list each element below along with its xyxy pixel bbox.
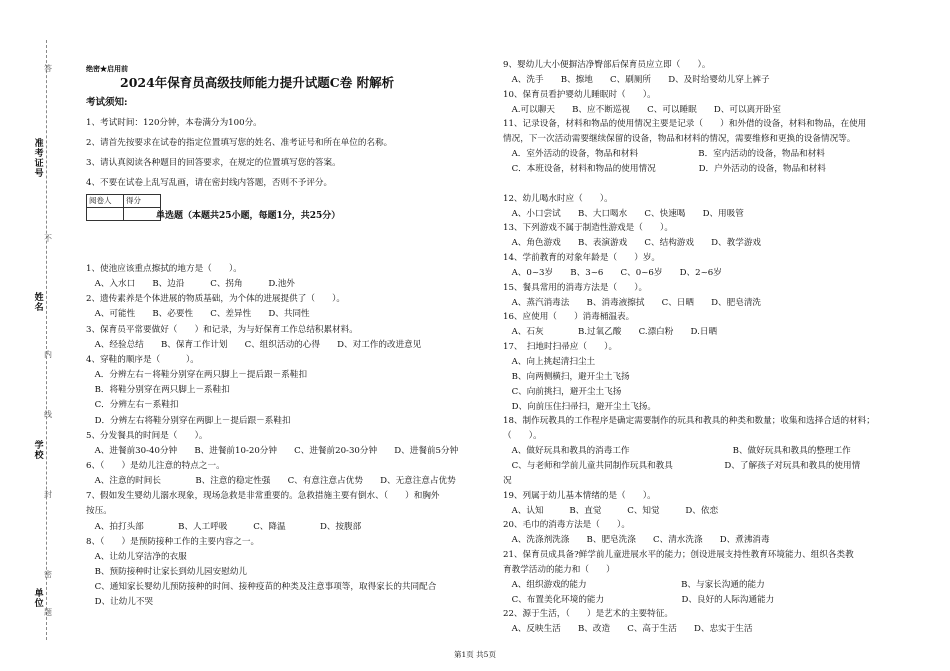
- question-line: 1、使池应该重点擦拭的地方是（ ）。: [86, 264, 242, 274]
- reviewer-blank: [87, 208, 124, 221]
- notice-item: 1、考试时间：120分钟，本卷满分为100分。: [86, 118, 262, 128]
- question-line: A、经验总结 B、保育工作计划 C、组织活动的心得 D、对工作的改进意见: [86, 339, 422, 350]
- question-line: A、做好玩具和教具的消毒工作 B、做好玩具和教具的整理工作: [503, 446, 851, 457]
- label-school: 学校: [32, 440, 43, 460]
- question-line: A．分辨左右－将鞋分别穿在两只脚上－提后跟－系鞋扣: [86, 370, 308, 381]
- notice-item: 2、请首先按要求在试卷的指定位置填写您的姓名、准考证号和所在单位的名称。: [86, 138, 393, 148]
- question-line: C、向前挑扫，避开尘土飞扬: [503, 386, 622, 397]
- notice-heading: 考试须知:: [86, 97, 128, 108]
- question-line: B、预防接种时让家长到幼儿园安慰幼儿: [86, 567, 248, 577]
- question-line: C、与老师和学前儿童共同制作玩具和教具 D、了解孩子对玩具和教具的使用情: [503, 460, 861, 471]
- question-line: 12、幼儿喝水时应（ ）。: [503, 193, 613, 204]
- question-line: 8、（ ）是预防接种工作的主要内容之一。: [86, 536, 260, 547]
- label-unit: 单位: [32, 588, 43, 608]
- question-line: B、向两侧横扫，避开尘土飞扬: [503, 371, 630, 382]
- question-line: C．分辨左右－系鞋扣: [86, 400, 179, 411]
- question-line: A、拍打头部 B、人工呼吸 C、降温 D、按腹部: [86, 521, 362, 532]
- question-line: D、让幼儿不哭: [86, 597, 154, 608]
- score-cell: 得分: [124, 195, 161, 208]
- question-line: 10、保育员看护婴幼儿睡眠时（ ）。: [503, 89, 656, 100]
- question-line: 11、记录设备，材料和物品的使用情况主要是记录（ ）和外借的设备，材料和物品，在使用: [503, 119, 867, 130]
- question-line: C、通知家长婴幼儿预防接种的时间、接种疫苗的种类及注意事项等，取得家长的共同配合: [86, 582, 437, 593]
- question-line: （ ）。: [503, 431, 542, 442]
- seal-mark-feng: 封: [44, 490, 52, 499]
- question-line: A、入水口 B、边沿 C、拐角 D.池外: [86, 279, 295, 290]
- question-line: 6、（ ）是幼儿注意的特点之一。: [86, 460, 225, 471]
- question-line: 况: [503, 475, 512, 486]
- section-title: 单选题（本题共25小题，每题1分，共25分）: [156, 211, 341, 221]
- question-line: C、布置美化环境的能力 D、良好的人际沟通能力: [503, 594, 775, 605]
- question-line: 育教学活动的能力和（ ）: [503, 564, 615, 575]
- question-line: A、蒸汽消毒法 B、消毒液擦拭 C、日晒 D、肥皂清洗: [503, 297, 762, 308]
- page-title: 2024年保育员高级技师能力提升试题C卷 附解析: [120, 75, 395, 90]
- question-line: 情况，下一次活动需要继续保留的设备，物品和材料的情况，需要维修和更换的设备情况等。: [503, 134, 856, 145]
- question-line: 9、婴幼儿大小便摒洁净臀部后保育员应立即（ ）。: [503, 60, 711, 70]
- question-line: 20、毛巾的消毒方法是（ ）。: [503, 520, 630, 531]
- question-line: 16、应使用（ ）消毒桶温表。: [503, 312, 635, 323]
- seal-mark-ti: 题: [44, 608, 52, 617]
- question-line: 21、保育员成具备?鲜学前儿童进展水平的能力；创设进展支持性教育环境能力、组织各类教: [503, 550, 854, 561]
- seal-mark-da: 答: [44, 64, 52, 73]
- question-line: A、反映生活 B、改造 C、高于生活 D、忠实于生活: [503, 624, 753, 635]
- question-line: A、组织游戏的能力 B、与家长沟通的能力: [503, 579, 765, 590]
- page-footer: 第1页 共5页: [454, 650, 496, 659]
- question-line: 13、下列游戏不属于制造性游戏是（ ）。: [503, 223, 673, 234]
- question-line: A、洗手 B、擦地 C、刷厕所 D、及时给婴幼儿穿上裤子: [503, 74, 770, 85]
- question-line: A、0~3岁 B、3~6 C、0~6岁 D、2~6岁: [503, 267, 722, 278]
- seal-line: [46, 40, 47, 640]
- seal-mark-mi: 密: [44, 570, 52, 579]
- question-line: 7、假如发生婴幼儿溺水现象，现场急救是非常重要的。急救措施主要有倒水、（ ）和胸外: [86, 491, 440, 502]
- question-line: 按压。: [86, 506, 112, 517]
- question-line: 17、 扫地时扫帚应（ ）。: [503, 342, 618, 353]
- question-line: A、角色游戏 B、表演游戏 C、结构游戏 D、教学游戏: [503, 238, 762, 249]
- score-blank: [124, 208, 161, 221]
- question-line: 14、学前教育的对象年龄是（ ）岁。: [503, 253, 661, 264]
- question-line: B．将鞋分别穿在两只脚上－系鞋扣: [86, 385, 230, 396]
- question-line: 22、源于生活，（ ）是艺术的主要特征。: [503, 609, 673, 620]
- seal-mark-xian: 线: [44, 410, 52, 419]
- question-line: 19、列属于幼儿基本情绪的是（ ）。: [503, 490, 656, 501]
- question-line: A、进餐前30-40分钟 B、进餐前10-20分钟 C、进餐前20-30分钟 D、进餐前5分钟: [86, 445, 459, 456]
- question-line: 5、分发餐具的时间是（ ）。: [86, 430, 208, 441]
- question-line: C．本班设备，材料和物品的使用情况 D．户外活动的设备，物品和材料: [503, 163, 826, 174]
- score-box: [86, 194, 161, 221]
- question-line: A、洗涤剂洗涤 B、肥皂洗涤 C、清水洗涤 D、煮沸消毒: [503, 535, 770, 546]
- question-line: A、可能性 B、必要性 C、差异性 D、共同性: [86, 309, 310, 320]
- label-admission-number: 准考证号: [32, 138, 43, 178]
- question-line: D、向前压住扫帚扫，避开尘土飞扬。: [503, 401, 656, 412]
- question-line: D．分辨左右将鞋分别穿在两脚上－提后跟－系鞋扣: [86, 415, 291, 426]
- question-line: A．室外活动的设备，物品和材料 B．室内活动的设备，物品和材料: [503, 149, 825, 160]
- question-line: A、让幼儿穿洁净的衣服: [86, 551, 187, 562]
- question-line: A、向上挑起清扫尘土: [503, 357, 596, 367]
- question-line: 2、遗传素养是个体进展的物质基础，为个体的进展提供了（ ）。: [86, 294, 345, 305]
- question-line: 18、制作玩教具的工作程序是确定需要制作的玩具和教具的种类和数量；收集和选择合适的材料；: [503, 416, 875, 427]
- label-name: 姓名: [32, 292, 43, 312]
- question-line: A.可以聊天 B、应不断巡视 C、可以睡眠 D、可以离开卧室: [503, 104, 781, 115]
- question-line: A、认知 B、直觉 C、知觉 D、依恋: [503, 505, 719, 516]
- question-line: A、注意的时间长 B、注意的稳定性强 C、有意注意占优势 D、无意注意占优势: [86, 476, 456, 487]
- question-line: 4、穿鞋的顺序是（ ）。: [86, 354, 199, 365]
- question-line: A、小口尝试 B、大口喝水 C、快速喝 D、用吸管: [503, 208, 744, 219]
- notice-item: 4、不要在试卷上乱写乱画，请在密封线内答题，否则不予评分。: [86, 178, 333, 188]
- secret-label: 绝密★启用前: [86, 64, 128, 73]
- question-line: A、石灰 B.过氧乙酸 C.漂白粉 D.日晒: [503, 327, 718, 338]
- seal-mark-bu: 不: [44, 234, 52, 243]
- reviewer-cell: 阅卷人: [87, 195, 124, 208]
- notice-item: 3、请认真阅读各种题目的回答要求，在规定的位置填写您的答案。: [86, 158, 341, 168]
- seal-mark-nei: 内: [44, 350, 52, 359]
- binding-margin: [0, 0, 70, 671]
- question-line: 3、保育员平常要做好（ ）和记录，为与好保育工作总结积累材料。: [86, 324, 358, 335]
- question-line: 15、餐具常用的消毒方法是（ ）。: [503, 282, 648, 293]
